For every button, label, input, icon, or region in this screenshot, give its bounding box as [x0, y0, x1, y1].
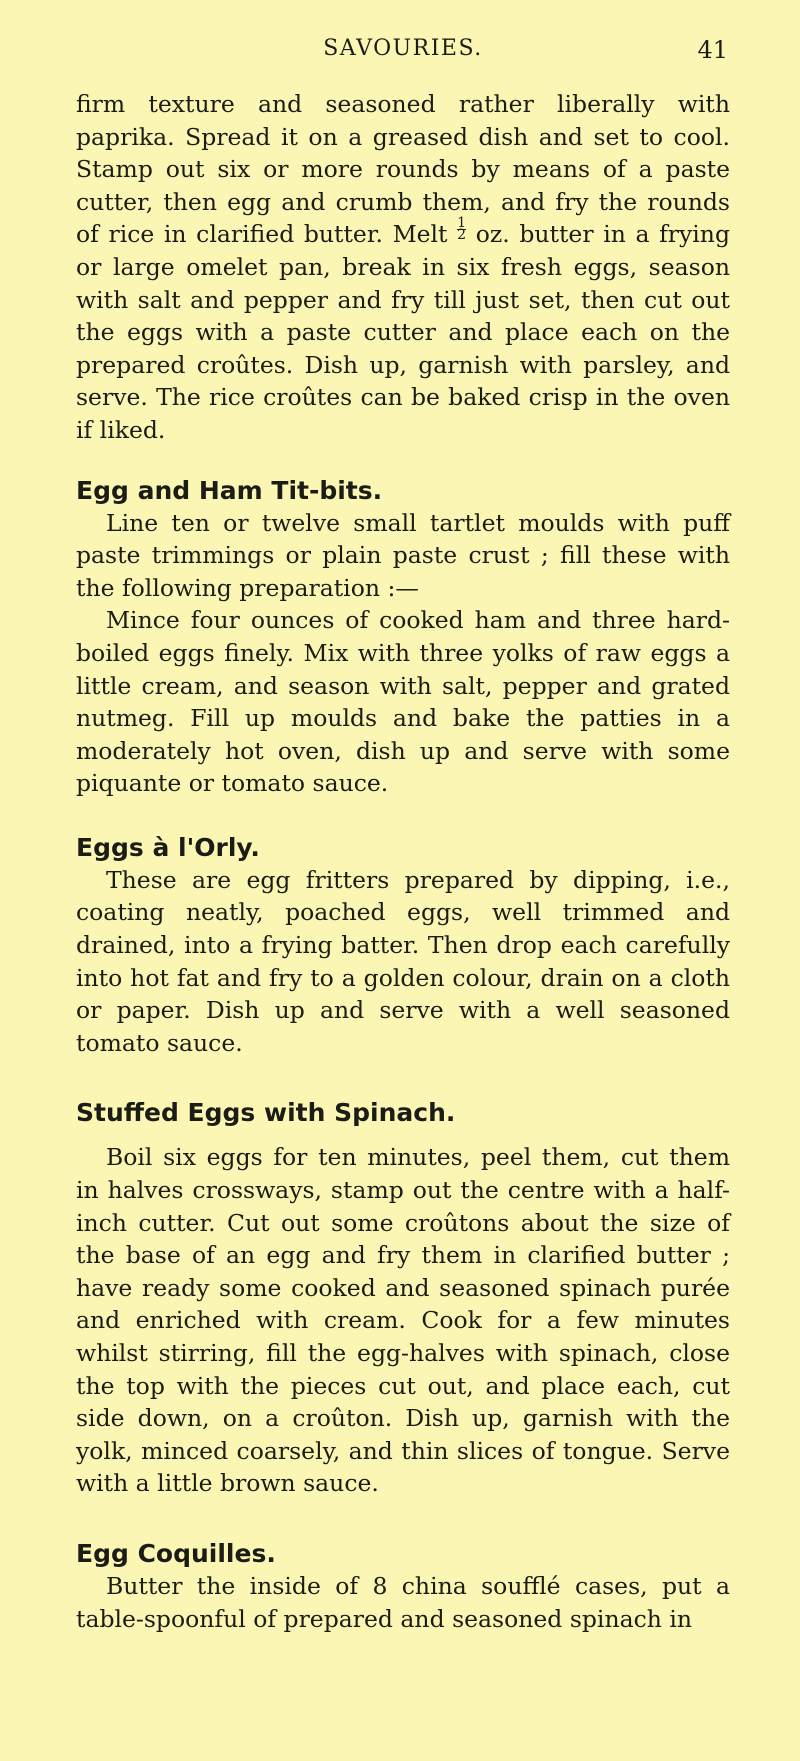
recipe-paragraph: Boil six eggs for ten minutes, peel them, cut them in halves crossways, stamp out the centre with a half-inch cutter. Cut out some croûtons about the size of the base of an egg and fry them in clarified butter ; have ready some cooked and seasoned spinach purée and enriched with cream. Cook for a few minutes whilst stirring, fill the egg-halves with spinach, close the top with the pieces cut out, and place each, cut side down, on a croûton. Dish up, garnish with the yolk, minced coarsely, and thin slices of tongue. Serve with a little brown sauce. — [76, 1143, 730, 1498]
page-number: 41 — [697, 36, 728, 64]
recipe-heading-eggs-a-l-orly: Eggs à l'Orly. — [76, 832, 260, 862]
running-head — [76, 36, 730, 76]
intro-text-part-2: oz. butter in a frying or large omelet pan, break in six fresh eggs, season with salt and pepper and fry till just set, then cut out the eggs with a paste cutter and place each on the prepared croûtes. Dish up, garnish with parsley, and serve. The rice croûtes can be baked crisp in the oven if liked. — [76, 220, 730, 444]
recipe-paragraph: Mince four ounces of cooked ham and three hard-boiled eggs finely. Mix with three yolks of raw eggs a little cream, and season with salt, pepper and grated nutmeg. Fill up moulds and bake the patties in a moderately hot oven, dish up and serve with some piquante or tomato sauce. — [76, 606, 730, 798]
recipe-heading-egg-coquilles: Egg Coquilles. — [76, 1538, 276, 1568]
intro-paragraph — [76, 88, 730, 447]
recipe-paragraph: These are egg fritters prepared by dipping, i.e., coating neatly, poached eggs, well trimmed and drained, into a frying batter. Then drop each carefully into hot fat and fry to a golden colour, drain on a cloth or paper. Dish up and serve with a well seasoned tomato sauce. — [76, 865, 730, 1057]
fraction-denominator: 2 — [457, 227, 467, 244]
fraction-half — [457, 215, 467, 244]
intro-text-part-1: firm texture and seasoned rather liberally with paprika. Spread it on a greased dish and set to cool. Stamp out six or more rounds by means of a paste cutter, then egg and crumb them, and fry the rounds of rice in clarified butter. Melt — [76, 90, 730, 249]
recipe-heading-egg-and-ham-tit-bits: Egg and Ham Tit-bits. — [76, 475, 383, 505]
recipe-heading-stuffed-eggs-with-spinach: Stuffed Eggs with Spinach. — [76, 1098, 456, 1128]
recipe-paragraph: Butter the inside of 8 china soufflé cases, put a table-spoonful of prepared and seasoned spinach in — [76, 1571, 730, 1633]
running-title: SAVOURIES. — [323, 36, 483, 61]
recipe-paragraph: Line ten or twelve small tartlet moulds with puff paste trimmings or plain paste crust ; fill these with the following preparation :— — [76, 508, 730, 602]
fraction-numerator: 1 — [457, 215, 467, 232]
